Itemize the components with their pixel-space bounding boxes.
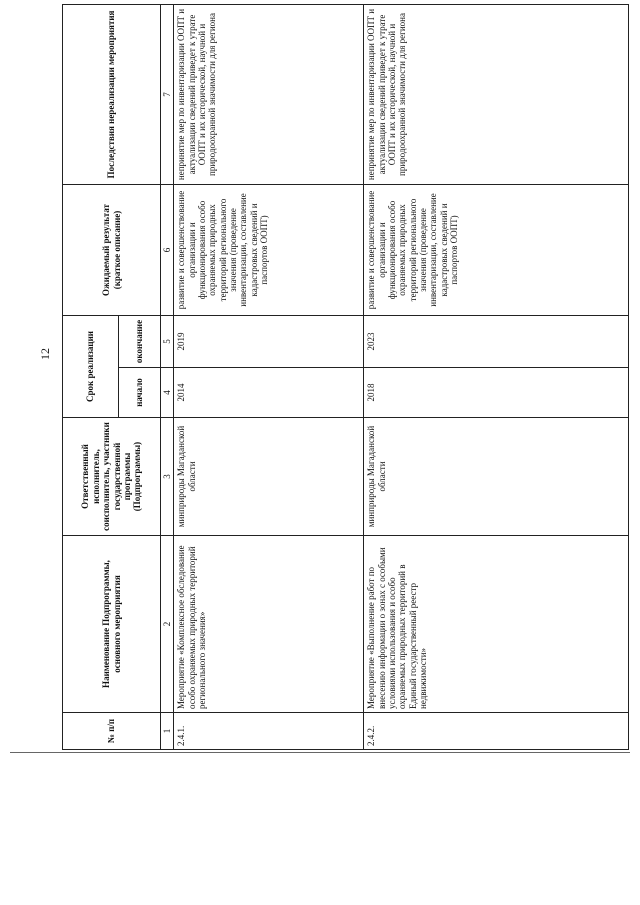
row-result: развитие и совершенствование организации и функционирования особо охраняемых природных территорий регионального значения (проведение инвентаризации, составление кадастровых сведений и паспортов ООПТ)	[364, 185, 629, 316]
header-term: Срок реализации	[63, 316, 119, 418]
column-numbers-row	[161, 5, 174, 750]
header-end: окончание	[119, 316, 161, 368]
column-number: 1	[161, 713, 174, 750]
rotated-table-wrapper	[62, 5, 629, 750]
row-responsible: минприроды Магаданской области	[364, 418, 629, 536]
row-num: 2.4.1.	[174, 713, 364, 750]
row-responsible: минприроды Магаданской области	[174, 418, 364, 536]
row-start: 2018	[364, 368, 629, 418]
page-number: 12	[38, 348, 52, 360]
row-num: 2.4.2.	[364, 713, 629, 750]
column-number: 2	[161, 536, 174, 713]
header-consequences: Последствия нереализации мероприятия	[63, 5, 161, 185]
header-row	[63, 5, 119, 750]
page-divider	[10, 752, 630, 753]
header-num: № п/п	[63, 713, 161, 750]
row-end: 2023	[364, 316, 629, 368]
header-result: Ожидаемый результат (краткое описание)	[63, 185, 161, 316]
column-number: 5	[161, 316, 174, 368]
table-row	[364, 5, 629, 750]
row-result: развитие и совершенствование организации и функционирования особо охраняемых природных территорий регионального значения (проведение инвентаризации, составление кадастровых сведений и паспортов ООПТ)	[174, 185, 364, 316]
row-consequences: непринятие мер по инвентаризации ООПТ и актуализации сведений приведет к утрате ООПТ и их исторической, научной и природоохранной значимости для региона	[174, 5, 364, 185]
header-responsible: Ответственный исполнитель, соисполнитель, участники государственной программы (Подпрограммы)	[63, 418, 161, 536]
row-start: 2014	[174, 368, 364, 418]
column-number: 6	[161, 185, 174, 316]
measures-table	[62, 4, 629, 750]
row-name: Мероприятие «Комплексное обследование особо охраняемых природных территорий регионального значения»	[174, 536, 364, 713]
column-number: 3	[161, 418, 174, 536]
row-name: Мероприятие «Выполнение работ по внесению информации о зонах с особыми условиями использования и особо охраняемых природных территорий в Единый государственный реестр недвижимости»	[364, 536, 629, 713]
header-start: начало	[119, 368, 161, 418]
header-name: Наименование Подпрограммы, основного мероприятия	[63, 536, 161, 713]
row-end: 2019	[174, 316, 364, 368]
column-number: 7	[161, 5, 174, 185]
column-number: 4	[161, 368, 174, 418]
row-consequences: непринятие мер по инвентаризации ООПТ и актуализации сведений приведет к утрате ООПТ и их исторической, научной и природоохранной значимости для региона	[364, 5, 629, 185]
table-row	[174, 5, 364, 750]
